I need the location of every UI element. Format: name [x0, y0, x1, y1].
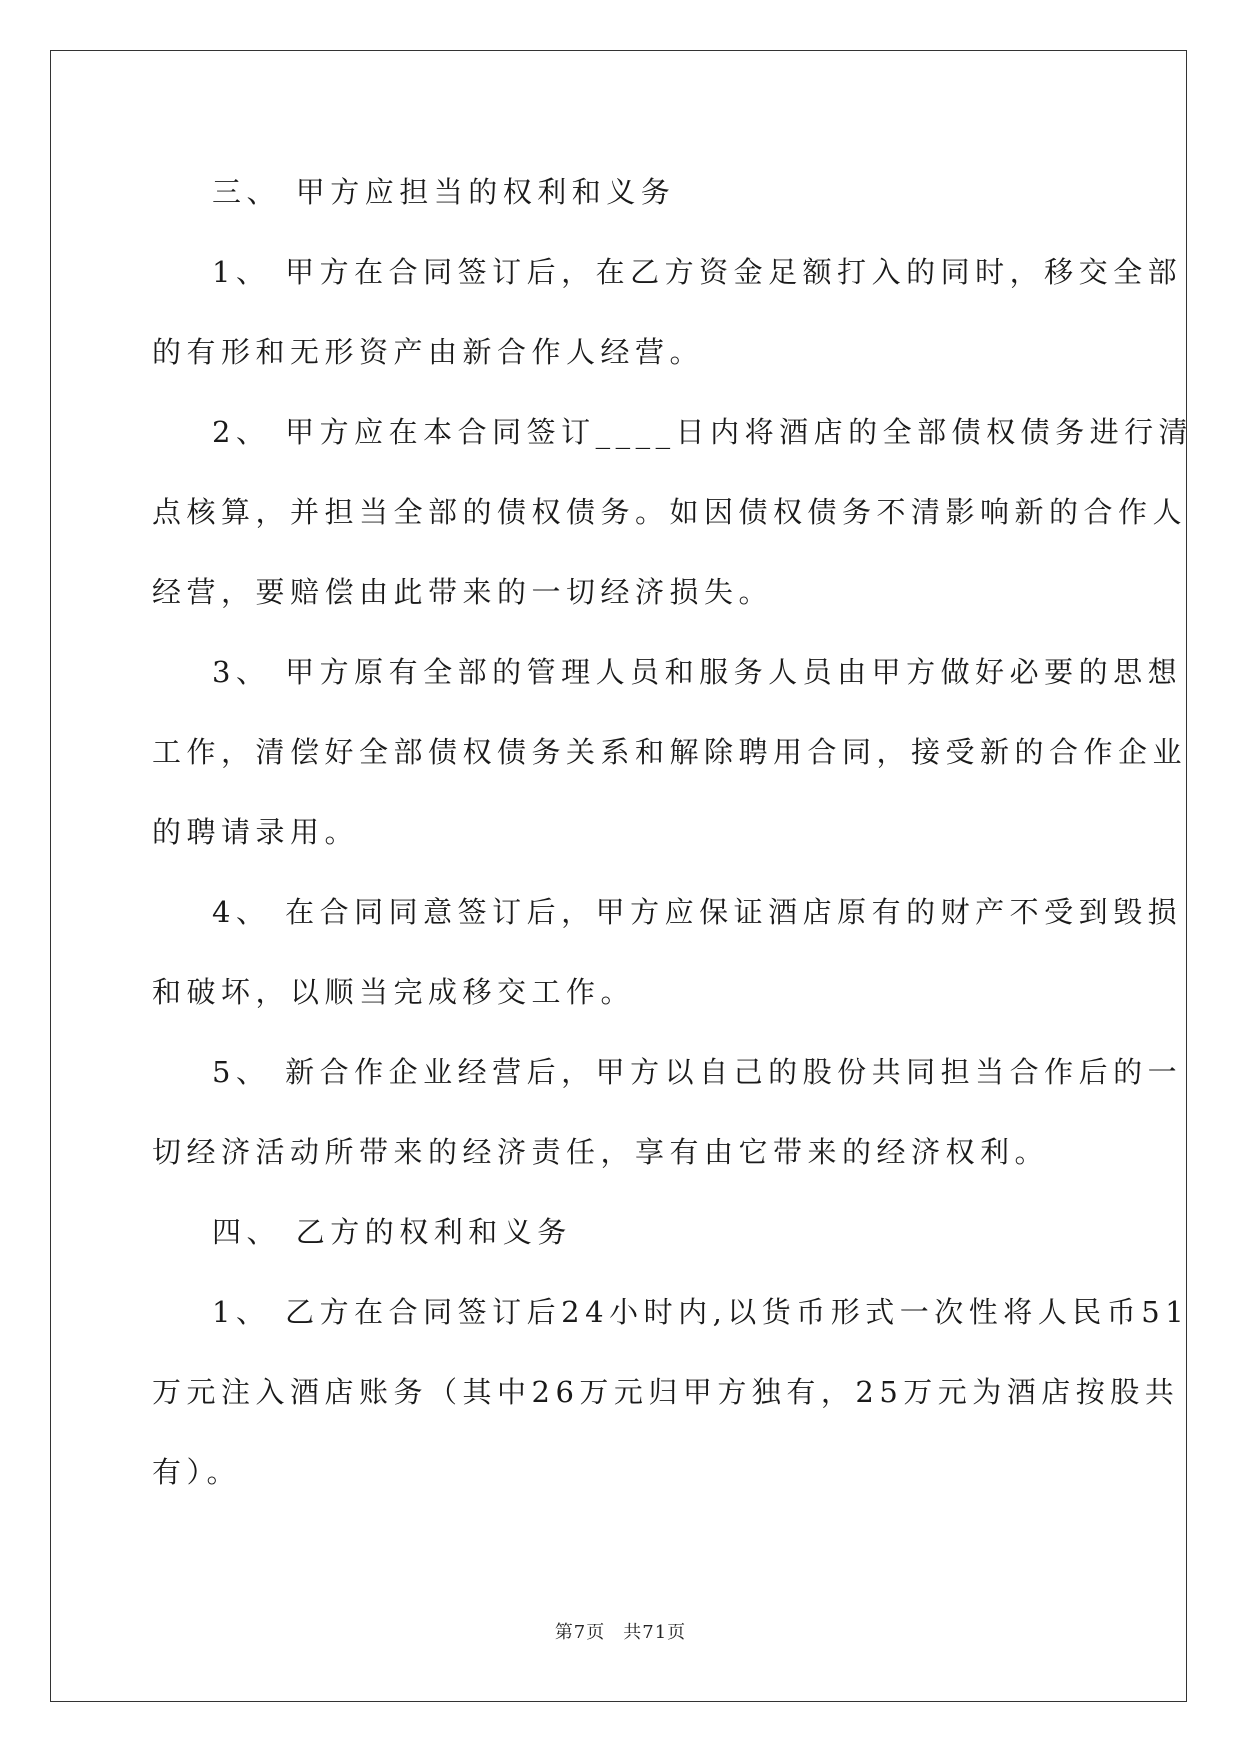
paragraph-line: 切经济活动所带来的经济责任，享有由它带来的经济权利。 [152, 1135, 1050, 1169]
paragraph-line: 2、 甲方应在本合同签订____日内将酒店的全部债权债务进行清 [212, 415, 1194, 449]
paragraph-line: 有）。 [152, 1455, 242, 1489]
section-heading-4: 四、 乙方的权利和义务 [212, 1215, 572, 1249]
paragraph-line: 的聘请录用。 [152, 815, 360, 849]
paragraph-line: 1、 乙方在合同签订后24小时内,以货币形式一次性将人民币51 [212, 1295, 1190, 1329]
paragraph-line: 工作，清偿好全部债权债务关系和解除聘用合同，接受新的合作企业 [152, 735, 1188, 769]
current-page-label: 第7页 [554, 1622, 606, 1643]
paragraph-line: 万元注入酒店账务（其中26万元归甲方独有，25万元为酒店按股共 [152, 1375, 1180, 1409]
total-pages-label: 共71页 [623, 1622, 687, 1643]
paragraph-line: 点核算，并担当全部的债权债务。如因债权债务不清影响新的合作人 [152, 495, 1188, 529]
paragraph-line: 的有形和无形资产由新合作人经营。 [152, 335, 705, 369]
page-footer [0, 1618, 1241, 1644]
paragraph-line: 1、 甲方在合同签订后，在乙方资金足额打入的同时，移交全部 [212, 255, 1183, 289]
paragraph-line: 3、 甲方原有全部的管理人员和服务人员由甲方做好必要的思想 [212, 655, 1183, 689]
paragraph-line: 5、 新合作企业经营后，甲方以自己的股份共同担当合作后的一 [212, 1055, 1183, 1089]
section-heading-3: 三、 甲方应担当的权利和义务 [212, 175, 676, 209]
paragraph-line: 和破坏，以顺当完成移交工作。 [152, 975, 636, 1009]
paragraph-line: 4、 在合同同意签订后，甲方应保证酒店原有的财产不受到毁损 [212, 895, 1183, 929]
paragraph-line: 经营，要赔偿由此带来的一切经济损失。 [152, 575, 774, 609]
